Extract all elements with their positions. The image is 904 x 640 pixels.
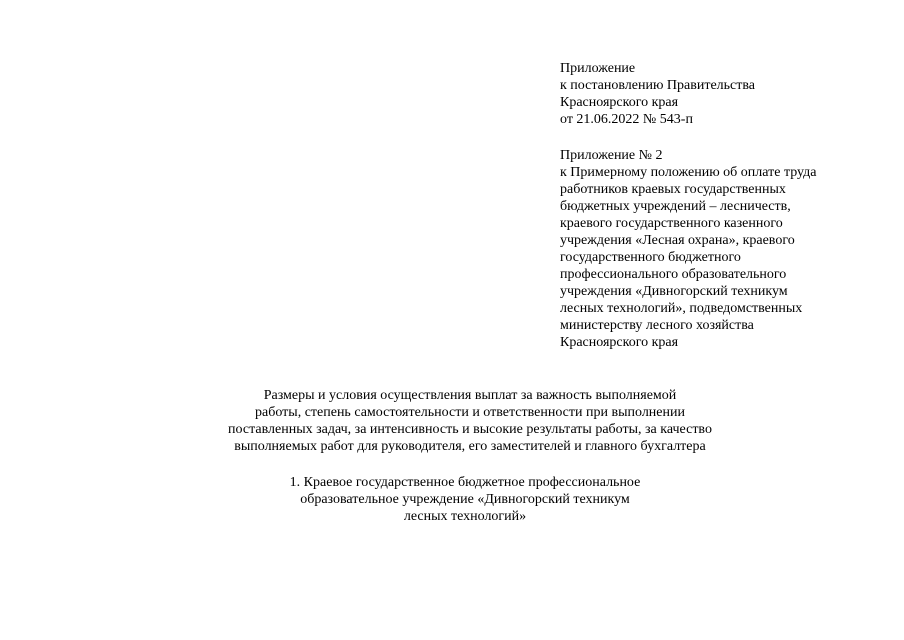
- section-line: образовательное учреждение «Дивногорский техникум: [300, 492, 630, 507]
- appendix-2-line: государственного бюджетного: [560, 250, 741, 265]
- title-line: поставленных задач, за интенсивность и высокие результаты работы, за качество: [228, 422, 712, 437]
- document-title: [0, 387, 904, 455]
- appendix-2-line: к Примерному положению об оплате труда: [560, 165, 817, 180]
- section-line: 1. Краевое государственное бюджетное профессиональное: [289, 475, 641, 490]
- appendix-2-line: краевого государственного казенного: [560, 216, 783, 231]
- appendix-1-line: от 21.06.2022 № 543-п: [560, 112, 693, 127]
- appendix-reference-regulation: [560, 147, 817, 351]
- appendix-2-line: учреждения «Дивногорский техникум: [560, 284, 788, 299]
- title-line: выполняемых работ для руководителя, его заместителей и главного бухгалтера: [234, 439, 706, 454]
- section-heading-1: [0, 474, 904, 525]
- section-line: лесных технологий»: [403, 509, 527, 524]
- title-line: работы, степень самостоятельности и ответственности при выполнении: [255, 405, 685, 420]
- appendix-1-line: Красноярского края: [560, 95, 679, 110]
- appendix-reference-government-decree: [560, 60, 755, 128]
- appendix-1-line: Приложение: [560, 61, 636, 76]
- appendix-2-line: Приложение № 2: [560, 148, 663, 163]
- appendix-2-line: лесных технологий», подведомственных: [560, 301, 803, 316]
- appendix-2-line: работников краевых государственных: [560, 182, 786, 197]
- appendix-2-line: Красноярского края: [560, 335, 679, 350]
- appendix-2-line: учреждения «Лесная охрана», краевого: [560, 233, 795, 248]
- appendix-1-line: к постановлению Правительства: [560, 78, 756, 93]
- appendix-2-line: министерству лесного хозяйства: [560, 318, 754, 333]
- appendix-2-line: бюджетных учреждений – лесничеств,: [560, 199, 791, 214]
- appendix-2-line: профессионального образовательного: [560, 267, 787, 282]
- title-line: Размеры и условия осуществления выплат за важность выполняемой: [263, 388, 677, 403]
